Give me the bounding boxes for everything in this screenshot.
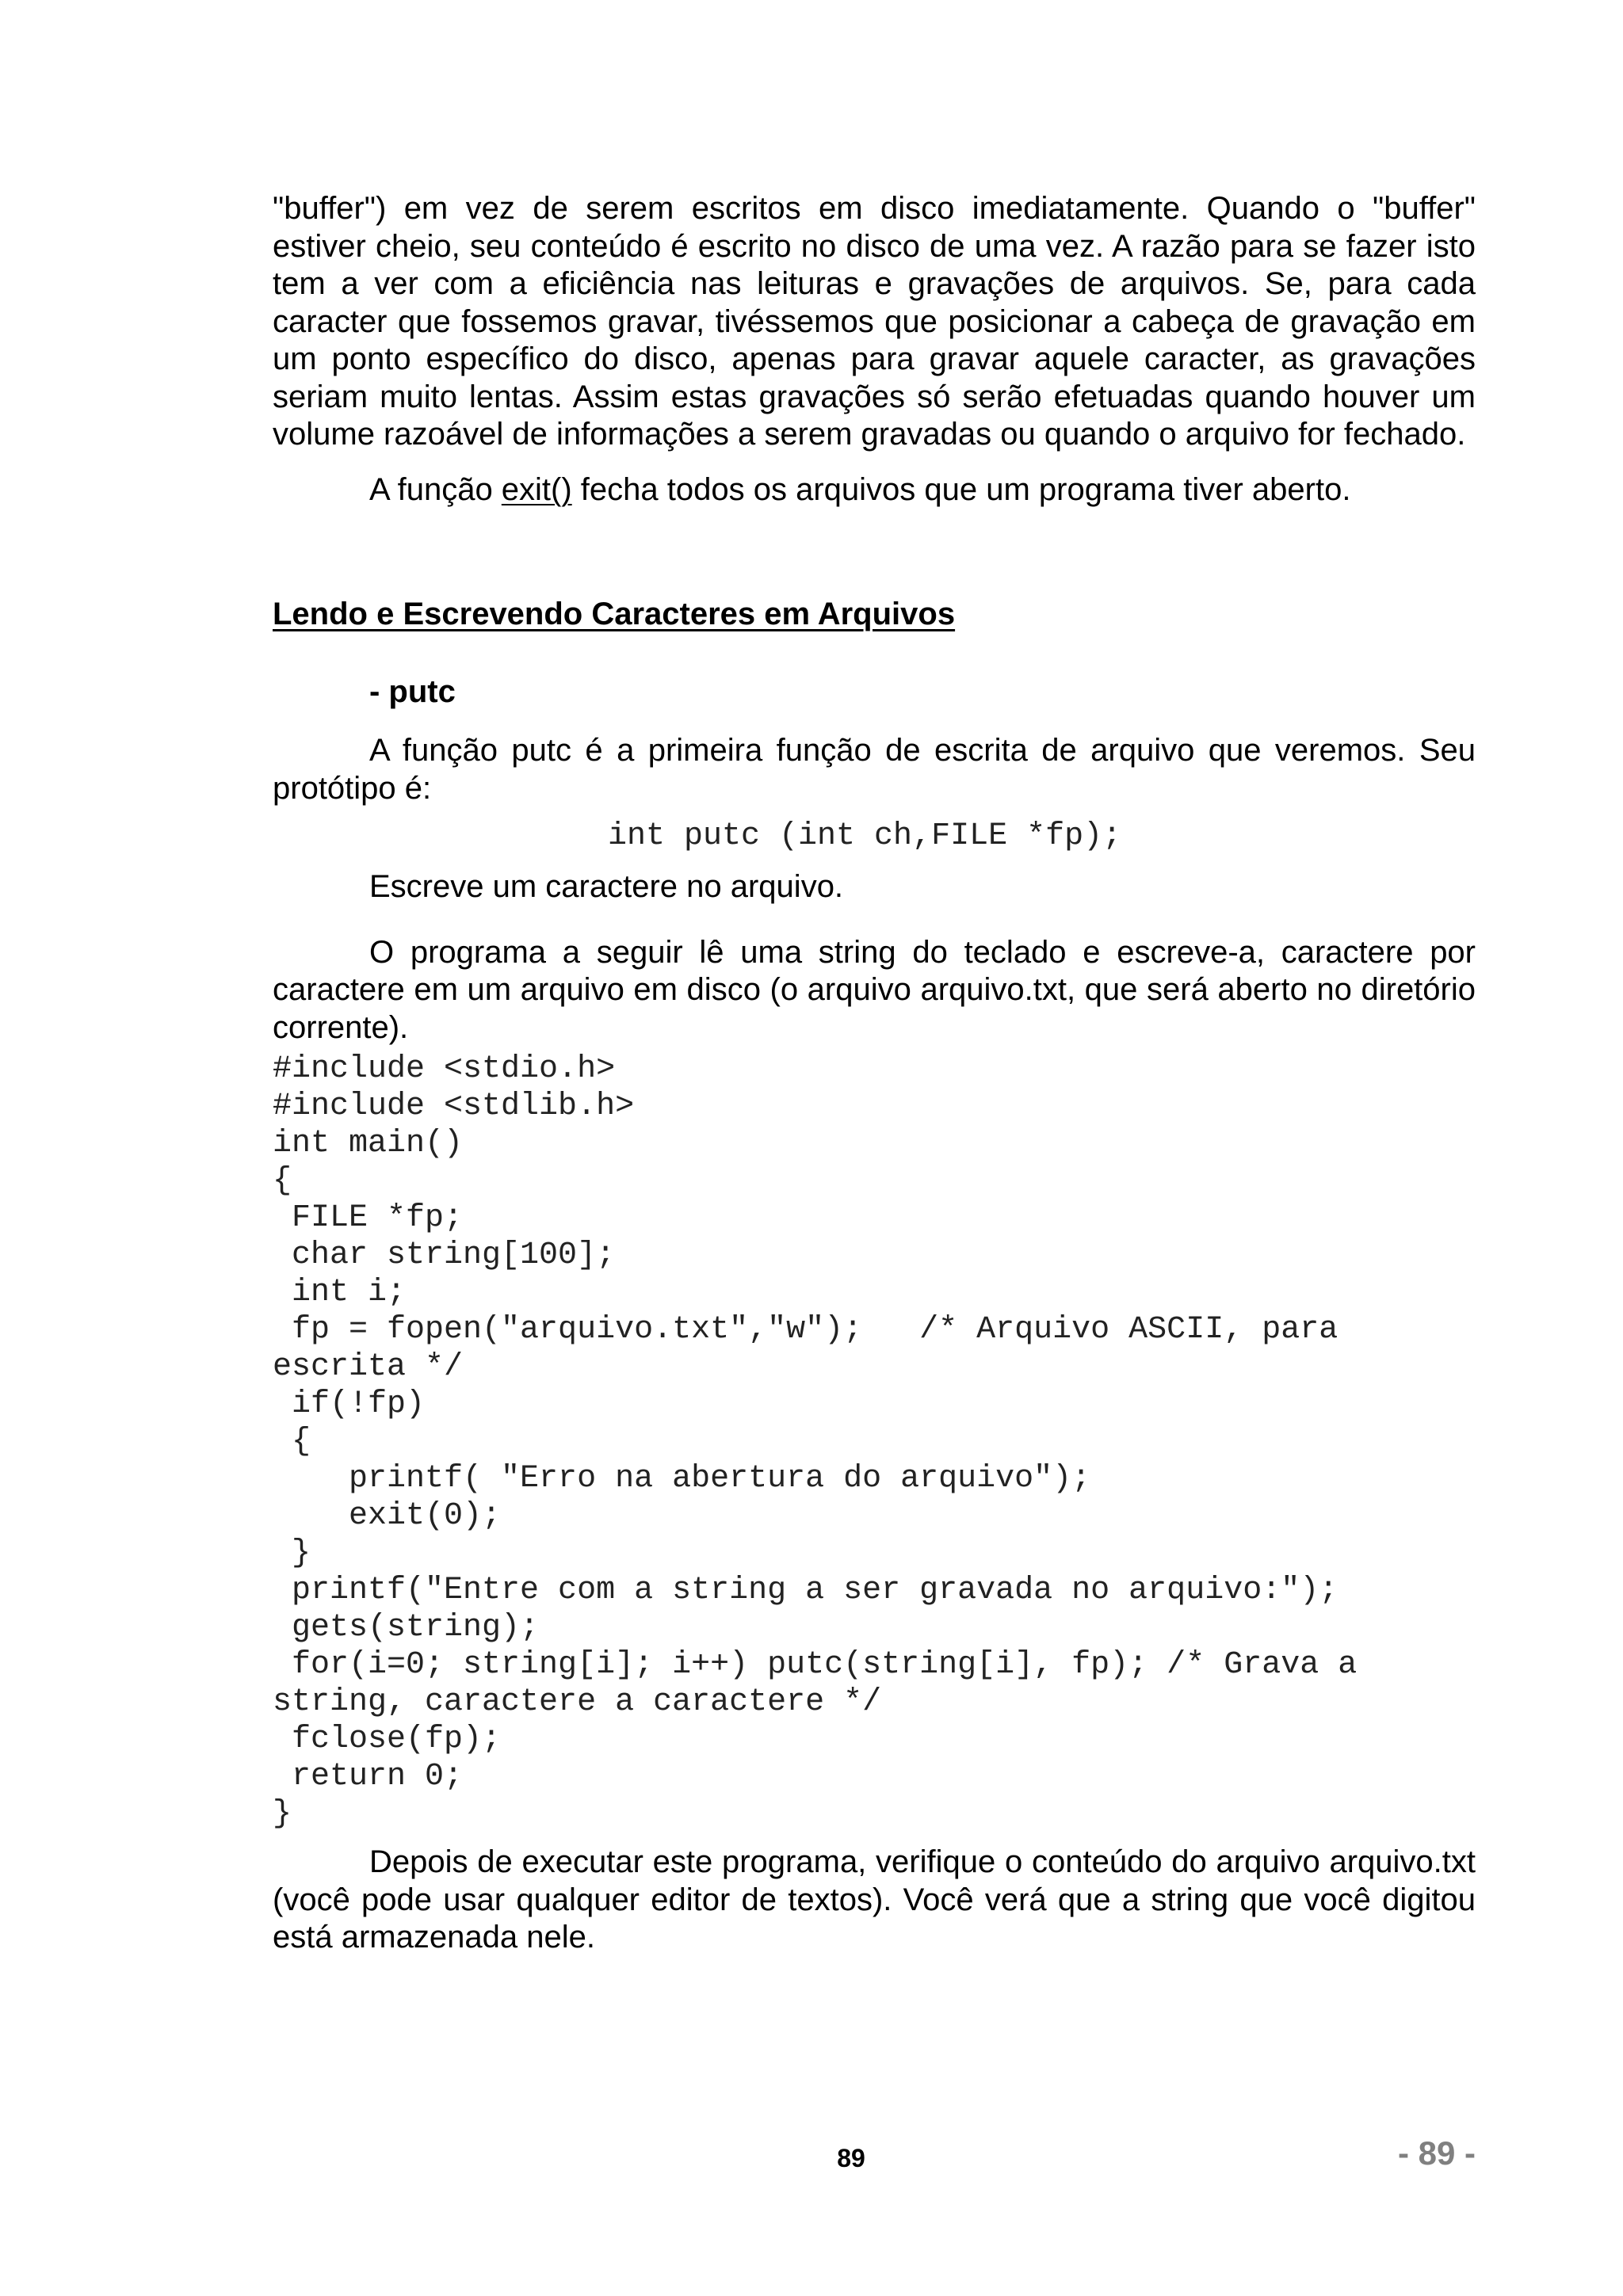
code-listing: #include <stdio.h> #include <stdlib.h> int main() { FILE *fp; char string[100]; int i; fp = fopen("arquivo.txt","w"); /* Arquivo ASCII, para escrita */ if(!fp) { printf( "Erro na abertura do arquivo"); exit(0); } printf("Entre com a string a ser gravada no arquivo:"); gets(string); for(i=0; string[i]; i++) putc(string[i], fp); /* Grava a string, caractere a caractere */ fclose(fp); return 0; } [273, 1051, 1358, 1832]
paragraph-buffer: "buffer") em vez de serem escritos em disco imediatamente. Quando o "buffer" estiver cheio, seu conteúdo é escrito no disco de uma vez. A razão para se fazer isto tem a ver com a eficiência nas leituras e gravações de arquivos. Se, para cada caracter que fossemos gravar, tivéssemos que posicionar a cabeça de gravação em um ponto específico do disco, apenas para gravar aquele caracter, as gravações seriam muito lentas. Assim estas gravações só serão efetuadas quando houver um volume razoável de informações a serem gravadas ou quando o arquivo for fechado. [273, 191, 1476, 452]
paragraph-putc-description: Escreve um caractere no arquivo. [369, 869, 844, 904]
exit-function-reference: exit() [501, 471, 572, 507]
paragraph-exit-before: A função [369, 471, 502, 507]
putc-prototype: int putc (int ch,FILE *fp); [608, 818, 1122, 854]
paragraph-program-intro: O programa a seguir lê uma string do teclado e escreve-a, caractere por caractere em um arquivo em disco (o arquivo arquivo.txt, que será aberto no diretório corrente). [273, 934, 1476, 1045]
paragraph-exit [273, 471, 1476, 509]
section-heading: Lendo e Escrevendo Caracteres em Arquivos [273, 597, 956, 631]
document-page [273, 190, 1476, 1957]
section-subheading: - putc [369, 673, 456, 709]
paragraph-putc-intro: A função putc é a primeira função de escrita de arquivo que veremos. Seu protótipo é: [273, 733, 1476, 806]
paragraph-conclusion: Depois de executar este programa, verifique o conteúdo do arquivo arquivo.txt (você pode usar qualquer editor de textos). Você verá que a string que você digitou está armazenada nele. [273, 1844, 1476, 1955]
page-number-center: 89 [837, 2144, 865, 2172]
paragraph-exit-after: fecha todos os arquivos que um programa tiver aberto. [571, 471, 1351, 507]
page-number-right: - 89 - [1397, 2134, 1476, 2172]
